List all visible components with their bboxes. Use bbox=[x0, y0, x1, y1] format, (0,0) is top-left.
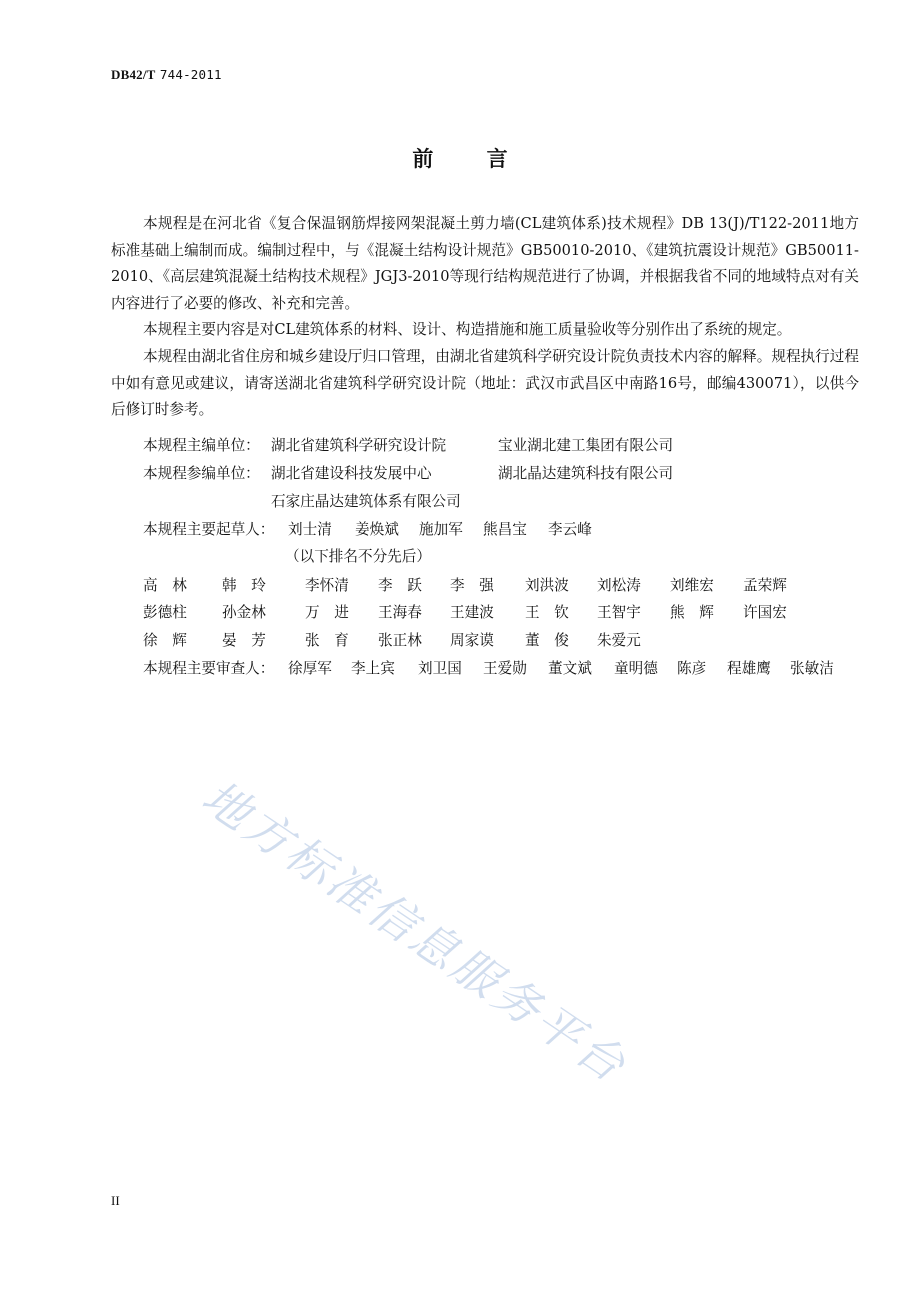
list-item: 许国宏 bbox=[743, 604, 787, 621]
list-item: 刘洪波 bbox=[525, 577, 569, 594]
standard-number: 744-2011 bbox=[159, 67, 222, 82]
list-item: 周家谟 bbox=[450, 632, 494, 649]
list-item: 李 强 bbox=[450, 577, 494, 594]
list-item: 熊 辉 bbox=[670, 604, 714, 621]
list-item: 朱爱元 bbox=[597, 632, 641, 649]
list-item: 彭德柱 bbox=[143, 604, 187, 621]
list-item: 李上宾 bbox=[351, 660, 395, 677]
list-item: 董 俊 bbox=[525, 632, 569, 649]
co-editor-unit-3: 石家庄晶达建筑体系有限公司 bbox=[271, 493, 461, 510]
drafters-label: 本规程主要起草人： bbox=[143, 521, 275, 538]
list-item: 刘卫国 bbox=[418, 660, 462, 677]
list-item: 刘维宏 bbox=[670, 577, 714, 594]
list-item: 徐 辉 bbox=[143, 632, 187, 649]
list-item: 施加军 bbox=[419, 521, 463, 538]
reviewers-label: 本规程主要审查人： bbox=[143, 660, 275, 677]
list-item: 熊昌宝 bbox=[483, 521, 527, 538]
order-note: （以下排名不分先后） bbox=[285, 548, 431, 565]
list-item: 姜焕斌 bbox=[355, 521, 399, 538]
list-item: 李云峰 bbox=[548, 521, 592, 538]
list-item: 李 跃 bbox=[378, 577, 422, 594]
list-item: 王建波 bbox=[450, 604, 494, 621]
list-item: 童明德 bbox=[614, 660, 658, 677]
co-editor-unit-2: 湖北晶达建筑科技有限公司 bbox=[498, 465, 674, 482]
paragraph-content: 本规程主要内容是对CL建筑体系的材料、设计、构造措施和施工质量验收等分别作出了系统的规定。 bbox=[143, 321, 792, 338]
list-item: 韩 玲 bbox=[222, 577, 266, 594]
co-editor-label: 本规程参编单位： bbox=[143, 465, 260, 482]
list-item: 刘松涛 bbox=[597, 577, 641, 594]
list-item: 晏 芳 bbox=[222, 632, 266, 649]
chief-editor-unit-1: 湖北省建筑科学研究设计院 bbox=[271, 437, 447, 454]
list-item: 王智宇 bbox=[597, 604, 641, 621]
list-item: 万 进 bbox=[305, 604, 349, 621]
chief-editor-label: 本规程主编单位： bbox=[143, 437, 260, 454]
list-item: 王 钦 bbox=[525, 604, 569, 621]
list-item: 孟荣辉 bbox=[743, 577, 787, 594]
page-number: II bbox=[111, 1193, 120, 1208]
list-item: 徐厚军 bbox=[288, 660, 332, 677]
list-item: 李怀清 bbox=[305, 577, 349, 594]
paragraph-basis: 本规程是在河北省《复合保温钢筋焊接网架混凝土剪力墙(CL建筑体系)技术规程》DB 13(J)/T122-2011地方标准基础上编制而成。编制过程中，与《混凝土结构设计规范》GB50010-2010、《建筑抗震设计规范》GB50011-2010、《高层建筑混凝土结构技术规程》JGJ3-2010等现行结构规范进行了协调，并根据我省不同的地域特点对有关内容进行了必要的修改、补充和完善。 bbox=[111, 215, 859, 312]
title-char-2: 言 bbox=[486, 147, 508, 171]
list-item: 孙金林 bbox=[222, 604, 266, 621]
list-item: 程雄鹰 bbox=[727, 660, 771, 677]
list-item: 陈彦 bbox=[677, 660, 707, 677]
list-item: 张正林 bbox=[378, 632, 422, 649]
list-item: 高 林 bbox=[143, 577, 187, 594]
list-item: 王爱勋 bbox=[483, 660, 527, 677]
list-item: 张 育 bbox=[305, 632, 349, 649]
list-item: 刘士清 bbox=[288, 521, 332, 538]
list-item: 王海春 bbox=[378, 604, 422, 621]
standard-prefix: DB42/T bbox=[111, 67, 156, 82]
list-item: 张敏洁 bbox=[790, 660, 834, 677]
list-item: 董文斌 bbox=[548, 660, 592, 677]
watermark-text: 地方标准信息服务平台 bbox=[192, 769, 638, 1094]
paragraph-management: 本规程由湖北省住房和城乡建设厅归口管理，由湖北省建筑科学研究设计院负责技术内容的解释。规程执行过程中如有意见或建议，请寄送湖北省建筑科学研究设计院（地址：武汉市武昌区中南路16号，邮编430071），以供今后修订时参考。 bbox=[111, 348, 859, 418]
page-title bbox=[0, 143, 920, 173]
chief-editor-unit-2: 宝业湖北建工集团有限公司 bbox=[498, 437, 674, 454]
co-editor-unit-1: 湖北省建设科技发展中心 bbox=[271, 465, 432, 482]
standard-code bbox=[111, 67, 222, 83]
title-char-1: 前 bbox=[412, 147, 434, 171]
